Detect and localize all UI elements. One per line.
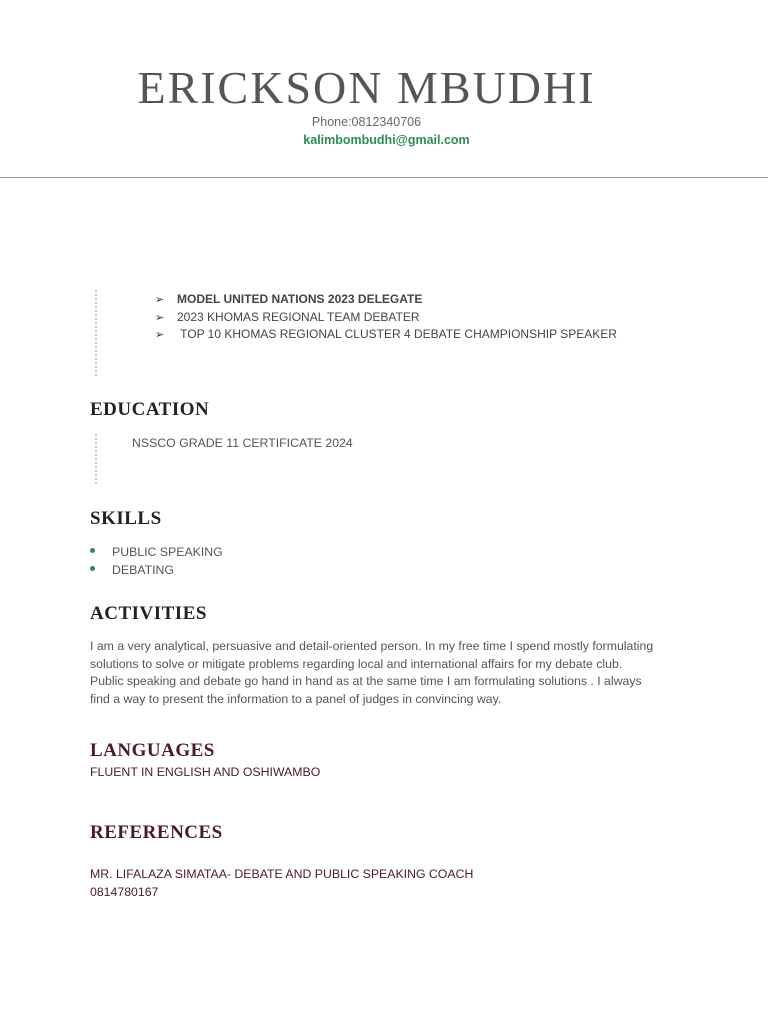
skills-list xyxy=(90,543,223,579)
achievements-side-rule xyxy=(95,290,97,376)
paragraph-line: Public speaking and debate go hand in hand as at the same time I am formulating solutions . I always xyxy=(90,674,642,689)
achievements-list xyxy=(155,291,617,344)
skill-text: DEBATING xyxy=(112,563,174,577)
list-item xyxy=(155,309,617,327)
references-heading: REFERENCES xyxy=(90,822,223,843)
education-entry: NSSCO GRADE 11 CERTIFICATE 2024 xyxy=(132,436,353,450)
skills-heading: SKILLS xyxy=(90,508,162,529)
achievement-text: TOP 10 KHOMAS REGIONAL CLUSTER 4 DEBATE CHAMPIONSHIP SPEAKER xyxy=(177,327,617,341)
list-item xyxy=(155,326,617,344)
reference-phone: 0814780167 xyxy=(90,885,159,899)
paragraph-line: solutions to solve or mitigate problems regarding local and international affairs for my debate club. xyxy=(90,656,623,671)
activities-paragraph xyxy=(90,638,690,708)
arrow-bullet-icon: ➢ xyxy=(155,329,165,341)
skill-text: PUBLIC SPEAKING xyxy=(112,545,223,559)
list-item xyxy=(155,291,617,309)
paragraph-line: I am a very analytical, persuasive and detail-oriented person. In my free time I spend mostly formulating xyxy=(90,639,654,653)
arrow-bullet-icon: ➢ xyxy=(155,311,165,324)
email-link[interactable]: kalimbombudhi@gmail.com xyxy=(303,133,470,147)
achievement-text: MODEL UNITED NATIONS 2023 DELEGATE xyxy=(177,292,423,306)
paragraph-line: find a way to present the information to a panel of judges in convincing way. xyxy=(90,691,502,706)
achievement-text: 2023 KHOMAS REGIONAL TEAM DEBATER xyxy=(177,309,420,324)
phone-number: Phone:0812340706 xyxy=(311,115,422,129)
candidate-name: ERICKSON MBUDHI xyxy=(137,62,596,113)
activities-heading: ACTIVITIES xyxy=(90,603,207,624)
bullet-dot-icon xyxy=(90,548,95,553)
education-side-rule xyxy=(95,434,97,484)
header-divider xyxy=(0,177,768,178)
education-heading: EDUCATION xyxy=(90,399,210,420)
list-item xyxy=(90,561,223,579)
bullet-dot-icon xyxy=(90,566,95,571)
languages-heading: LANGUAGES xyxy=(90,740,215,761)
arrow-bullet-icon: ➢ xyxy=(155,294,165,306)
list-item xyxy=(90,543,223,561)
languages-text: FLUENT IN ENGLISH AND OSHIWAMBO xyxy=(90,765,321,779)
reference-name: MR. LIFALAZA SIMATAA- DEBATE AND PUBLIC SPEAKING COACH xyxy=(90,867,474,881)
